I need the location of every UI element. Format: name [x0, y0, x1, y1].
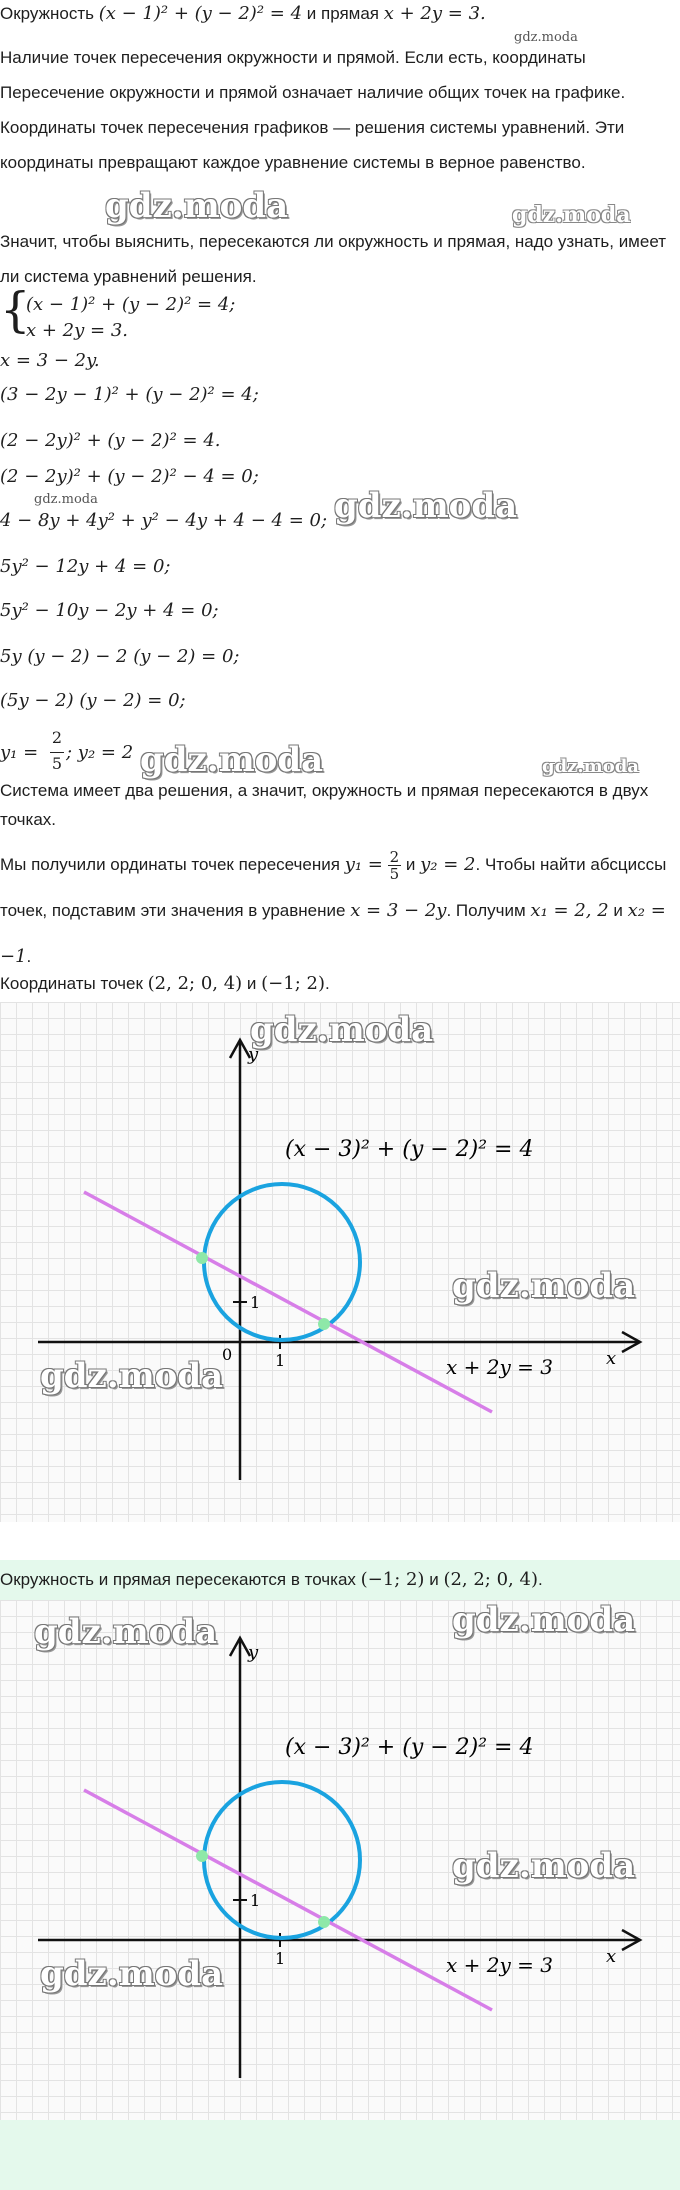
coordinates-point-2: (−1; 2) — [261, 973, 325, 994]
watermark: gdz.moda — [452, 1600, 636, 1640]
step-7: 5y² − 10y − 2y + 4 = 0; — [0, 600, 219, 621]
paragraph-system-question: Значит, чтобы выяснить, пересекаются ли окружность и прямая, надо узнать, имеет ли система уравнений решения. — [0, 232, 667, 286]
step-10-denominator: 5 — [51, 754, 63, 773]
answer-text-1: Окружность и прямая пересекаются в точках — [0, 1570, 356, 1589]
paragraph-two-solutions: Система имеет два решения, а значит, окружность и прямая пересекаются в двух точках. — [0, 781, 649, 829]
coordinates-period: . — [324, 974, 330, 993]
abscissas-text-3: . Получим — [446, 901, 526, 920]
x-axis-label: x — [606, 1946, 617, 1967]
step-10-fraction-bar — [50, 752, 64, 753]
circle-graph — [204, 1184, 360, 1340]
watermark: gdz.moda — [34, 1612, 218, 1652]
abscissas-text-2: . Чтобы найти абсциссы точек, подставим эти значения в уравнение — [0, 855, 667, 920]
step-10-y1-label: y₁ = — [0, 742, 39, 763]
intro-word-circle: Окружность — [0, 4, 94, 23]
abscissas-numerator: 2 — [389, 848, 400, 867]
system-equation-2: x + 2y = 3. — [26, 320, 128, 341]
step-9: (5y − 2) (y − 2) = 0; — [0, 690, 186, 711]
paragraph-coordinates — [0, 972, 676, 996]
abscissas-y2: y₂ = 2 — [420, 854, 476, 875]
step-2: (3 − 2y − 1)² + (y − 2)² = 4; — [0, 384, 259, 405]
step-5: 4 − 8y + 4y² + y² − 4y + 4 − 4 = 0; — [0, 510, 328, 531]
step-4: (2 − 2y)² + (y − 2)² − 4 = 0; — [0, 466, 259, 487]
abscissas-denominator: 5 — [389, 865, 400, 884]
answer-and: и — [429, 1570, 439, 1589]
answer-point-2: (2, 2; 0, 4) — [443, 1569, 538, 1590]
abscissas-y1: y₁ = — [344, 854, 383, 875]
coordinates-point-1: (2, 2; 0, 4) — [147, 973, 243, 994]
step-6: 5y² − 12y + 4 = 0; — [0, 556, 171, 577]
line-label: x + 2y = 3 — [446, 1953, 553, 1977]
intersection-point-2 — [318, 1916, 330, 1928]
x-axis-label: x — [606, 1348, 617, 1369]
origin-label: 0 — [222, 1345, 233, 1364]
abscissas-x1: x₁ = 2, 2 — [530, 900, 609, 921]
line-label: x + 2y = 3 — [446, 1355, 553, 1379]
circle-graph — [204, 1782, 360, 1938]
answer-period: . — [537, 1570, 543, 1589]
y-axis-label: y — [248, 1044, 259, 1065]
answer-text — [0, 1568, 676, 1592]
intro-line — [0, 2, 676, 26]
circle-label: (x − 3)² + (y − 2)² = 4 — [285, 1735, 534, 1760]
abscissas-period: . — [26, 947, 32, 966]
watermark: gdz.moda — [105, 186, 289, 226]
step-1: x = 3 − 2y. — [0, 350, 100, 371]
step-10-y2: ; y₂ = 2 — [66, 742, 134, 763]
abscissas-and-2: и — [613, 901, 623, 920]
y-tick-label: 1 — [250, 1891, 261, 1910]
system-brace: { — [0, 282, 31, 338]
coordinates-and: и — [246, 974, 257, 993]
x-tick-label: 1 — [275, 1351, 286, 1370]
watermark: gdz.moda — [40, 1954, 224, 1994]
watermark: gdz.moda — [40, 1356, 224, 1396]
abscissas-equation: x = 3 − 2y — [350, 900, 447, 921]
abscissas-x2: x₂ = −1 — [0, 900, 666, 967]
graph-1 — [0, 1002, 680, 1522]
watermark: gdz.moda — [542, 756, 639, 777]
abscissas-text-1: Мы получили ординаты точек пересечения — [0, 855, 340, 874]
watermark: gdz.moda — [250, 1010, 434, 1050]
system-equation-1: (x − 1)² + (y − 2)² = 4; — [26, 294, 236, 315]
intro-word-and-line: и прямая — [306, 4, 380, 23]
watermark: gdz.moda — [140, 740, 324, 780]
paragraph-abscissas — [0, 842, 676, 980]
line-equation: x + 2y = 3. — [383, 3, 486, 24]
abscissas-fraction — [388, 849, 402, 882]
watermark: gdz.moda — [34, 492, 98, 507]
watermark: gdz.moda — [452, 1846, 636, 1886]
coordinates-text: Координаты точек — [0, 974, 143, 993]
bottom-band — [0, 2120, 680, 2190]
step-3: (2 − 2y)² + (y − 2)² = 4. — [0, 430, 221, 451]
watermark: gdz.moda — [512, 202, 631, 228]
intersection-point-1 — [196, 1252, 208, 1264]
circle-label: (x − 3)² + (y − 2)² = 4 — [285, 1137, 534, 1162]
intersection-point-1 — [196, 1850, 208, 1862]
watermark: gdz.moda — [452, 1266, 636, 1306]
step-10-numerator: 2 — [51, 728, 63, 747]
abscissas-and: и — [405, 855, 416, 874]
circle-equation: (x − 1)² + (y − 2)² = 4 — [98, 3, 303, 24]
watermark: gdz.moda — [334, 486, 518, 526]
step-8: 5y (y − 2) − 2 (y − 2) = 0; — [0, 646, 240, 667]
y-tick-label: 1 — [250, 1293, 261, 1312]
intersection-point-2 — [318, 1318, 330, 1330]
watermark: gdz.moda — [514, 30, 578, 45]
x-tick-label: 1 — [275, 1949, 286, 1968]
paragraph-intersection: Наличие точек пересечения окружности и прямой. Если есть, координаты Пересечение окружности и прямой означает наличие общих точек на графике. Координаты точек пересечения графиков — решения системы уравнений. Эти координаты превращают каждое уравнение системы в верное равенство. — [0, 48, 626, 172]
answer-point-1: (−1; 2) — [360, 1569, 425, 1590]
y-axis-label: y — [248, 1642, 259, 1663]
